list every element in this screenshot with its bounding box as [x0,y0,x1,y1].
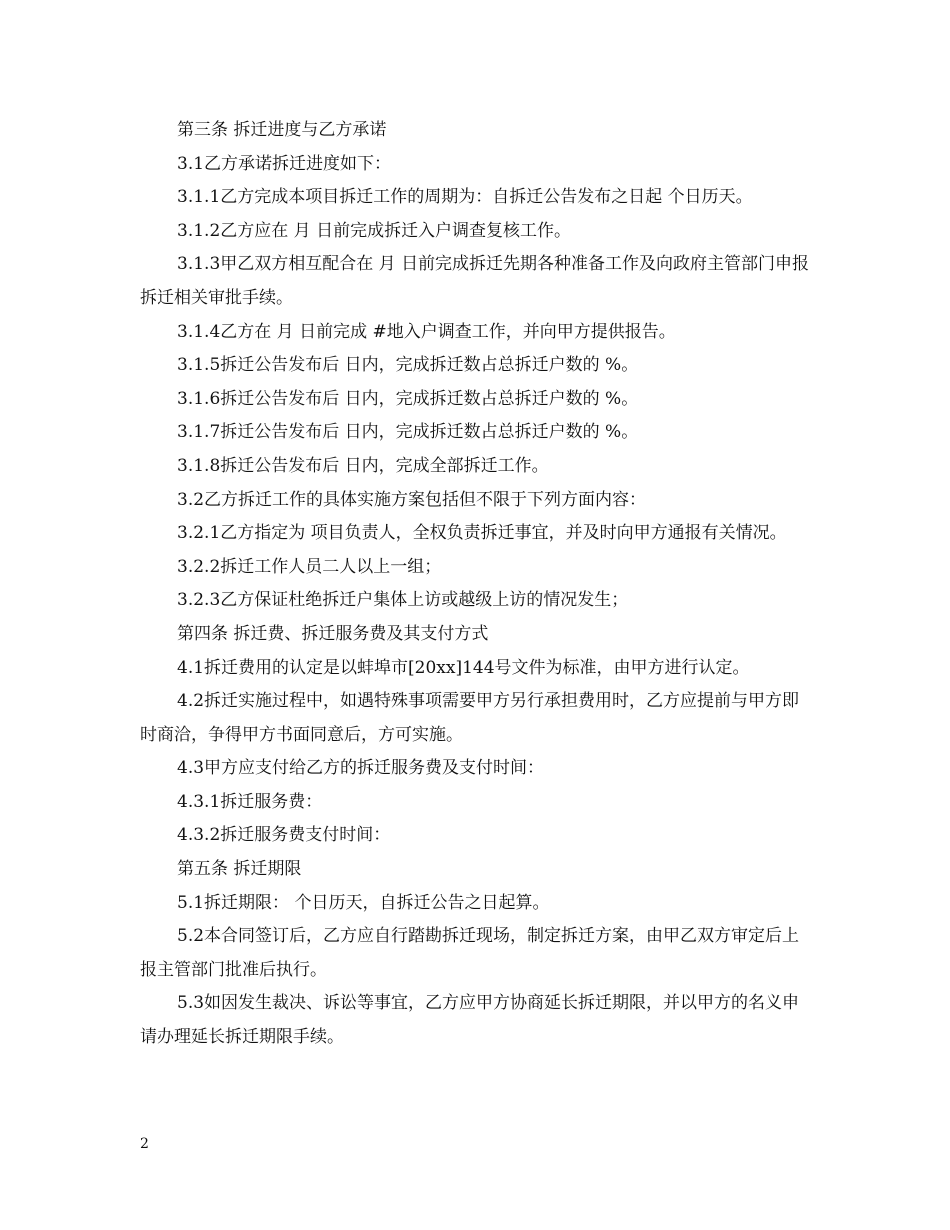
heading-article-4: 第四条 拆迁费、拆迁服务费及其支付方式 [177,623,489,644]
heading-article-5: 第五条 拆迁期限 [177,859,302,880]
clause-4-2: 4.2拆迁实施过程中，如遇特殊事项需要甲方另行承担费用时，乙方应提前与甲方即时商洽，争得甲方书面同意后，方可实施。 [140,691,800,745]
clause-3-1-7: 3.1.7拆迁公告发布后 日内，完成拆迁数占总拆迁户数的 %。 [177,422,639,443]
clause-4-3: 4.3甲方应支付给乙方的拆迁服务费及支付时间： [177,758,545,779]
clause-3-1: 3.1乙方承诺拆迁进度如下： [177,153,392,174]
document-body [140,114,815,1055]
clause-4-3-2: 4.3.2拆迁服务费支付时间： [177,825,391,846]
clause-3-2: 3.2乙方拆迁工作的具体实施方案包括但不限于下列方面内容： [177,489,647,510]
clause-3-2-1: 3.2.1乙方指定为 项目负责人，全权负责拆迁事宜，并及时向甲方通报有关情况。 [177,523,787,544]
clause-3-1-1: 3.1.1乙方完成本项目拆迁工作的周期为：自拆迁公告发布之日起 个日历天。 [177,187,753,208]
clause-3-1-8: 3.1.8拆迁公告发布后 日内，完成全部拆迁工作。 [177,455,549,476]
clause-5-3: 5.3如因发生裁决、诉讼等事宜，乙方应甲方协商延长拆迁期限，并以甲方的名义申请办理延长拆迁期限手续。 [140,993,800,1048]
heading-article-3: 第三条 拆迁进度与乙方承诺 [177,120,387,140]
clause-4-1: 4.1拆迁费用的认定是以蚌埠市[20xx]144号文件为标准，由甲方进行认定。 [177,657,750,678]
clause-3-1-4: 3.1.4乙方在 月 日前完成 #地入户调查工作，并向甲方提供报告。 [177,321,676,342]
clause-3-1-6: 3.1.6拆迁公告发布后 日内，完成拆迁数占总拆迁户数的 %。 [177,388,639,409]
clause-3-1-3: 3.1.3甲乙双方相互配合在 月 日前完成拆迁先期各种准备工作及向政府主管部门申报拆迁相关审批手续。 [140,254,810,308]
clause-4-3-1: 4.3.1拆迁服务费： [177,791,323,812]
clause-5-2: 5.2本合同签订后，乙方应自行踏勘拆迁现场，制定拆迁方案，由甲乙双方审定后上报主管部门批准后执行。 [140,926,800,980]
clause-3-2-2: 3.2.2拆迁工作人员二人以上一组； [177,556,442,577]
clause-3-2-3: 3.2.3乙方保证杜绝拆迁户集体上访或越级上访的情况发生； [177,590,629,611]
clause-3-1-5: 3.1.5拆迁公告发布后 日内，完成拆迁数占总拆迁户数的 %。 [177,355,639,376]
clause-3-1-2: 3.1.2乙方应在 月 日前完成拆迁入户调查复核工作。 [177,220,572,241]
page-number: 2 [140,1136,149,1152]
clause-5-1: 5.1拆迁期限： 个日历天，自拆迁公告之日起算。 [177,892,550,913]
